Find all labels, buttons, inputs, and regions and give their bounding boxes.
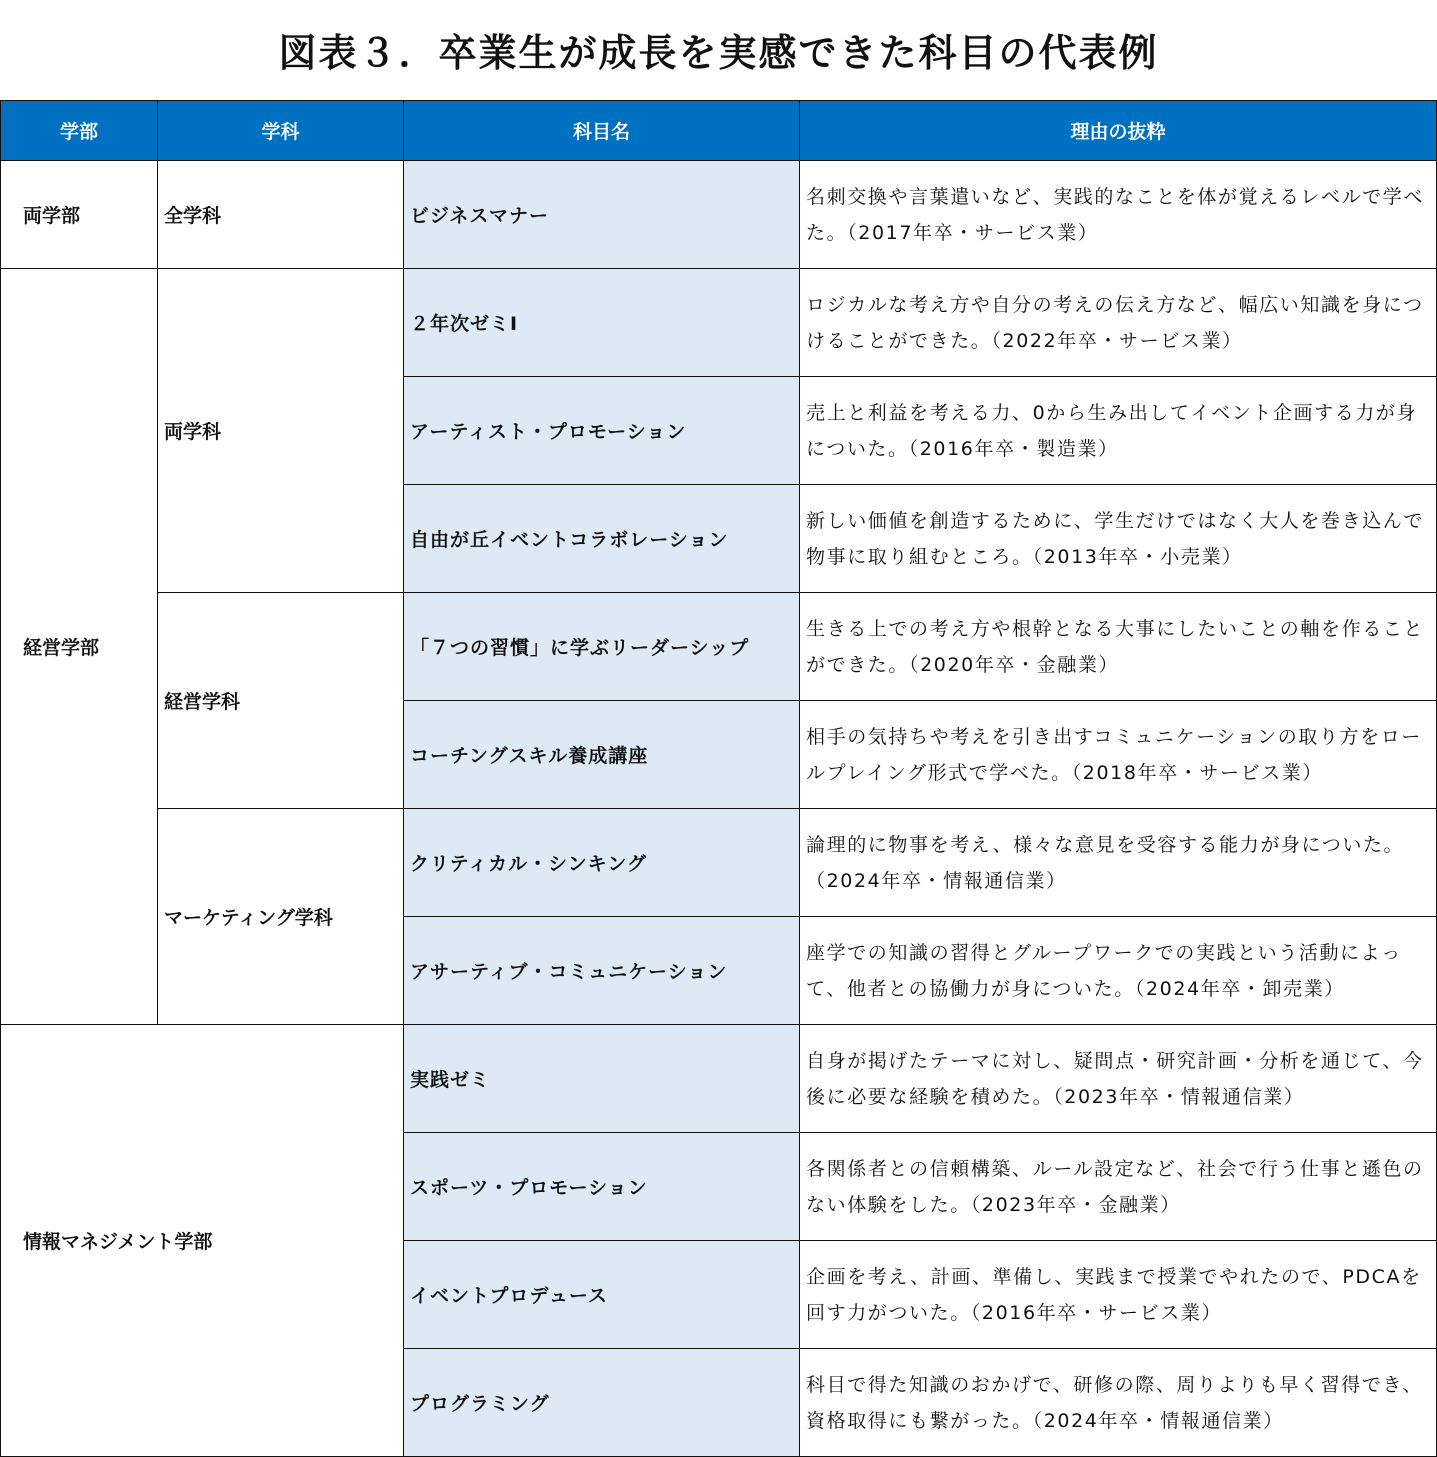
subject-cell: ２年次ゼミⅠ <box>404 269 800 377</box>
subject-cell: アサーティブ・コミュニケーション <box>404 917 800 1025</box>
header-row <box>1 101 1437 161</box>
reason-cell: 売上と利益を考える力、0から生み出してイベント企画する力が身についた。（2016年卒・製造業） <box>800 377 1437 485</box>
header-reason: 理由の抜粋 <box>800 101 1437 161</box>
department-cell: 経営学科 <box>158 593 404 809</box>
department-cell: 両学科 <box>158 269 404 593</box>
reason-cell: 自身が掲げたテーマに対し、疑問点・研究計画・分析を通じて、今後に必要な経験を積めた。（2023年卒・情報通信業） <box>800 1025 1437 1133</box>
subject-cell: スポーツ・プロモーション <box>404 1133 800 1241</box>
reason-cell: ロジカルな考え方や自分の考えの伝え方など、幅広い知識を身につけることができた。（2022年卒・サービス業） <box>800 269 1437 377</box>
subject-cell: ビジネスマナー <box>404 161 800 269</box>
reason-cell: 新しい価値を創造するために、学生だけではなく大人を巻き込んで物事に取り組むところ。（2013年卒・小売業） <box>800 485 1437 593</box>
table-row <box>1 809 1437 917</box>
subject-cell: コーチングスキル養成講座 <box>404 701 800 809</box>
table-row <box>1 1025 1437 1133</box>
subject-cell: プログラミング <box>404 1349 800 1457</box>
subject-cell: 「７つの習慣」に学ぶリーダーシップ <box>404 593 800 701</box>
table-row <box>1 593 1437 701</box>
reason-cell: 座学での知識の習得とグループワークでの実践という活動によって、他者との協働力が身についた。（2024年卒・卸売業） <box>800 917 1437 1025</box>
reason-cell: 科目で得た知識のおかげで、研修の際、周りよりも早く習得でき、資格取得にも繋がった。（2024年卒・情報通信業） <box>800 1349 1437 1457</box>
subjects-table <box>0 100 1437 1457</box>
department-cell: 全学科 <box>158 161 404 269</box>
subject-cell: 実践ゼミ <box>404 1025 800 1133</box>
header-department: 学科 <box>158 101 404 161</box>
reason-cell: 相手の気持ちや考えを引き出すコミュニケーションの取り方をロールプレイング形式で学べた。（2018年卒・サービス業） <box>800 701 1437 809</box>
subject-cell: イベントプロデュース <box>404 1241 800 1349</box>
reason-cell: 論理的に物事を考え、様々な意見を受容する能力が身についた。（2024年卒・情報通信業） <box>800 809 1437 917</box>
reason-cell: 名刺交換や言葉遣いなど、実践的なことを体が覚えるレベルで学べた。（2017年卒・サービス業） <box>800 161 1437 269</box>
table-row <box>1 269 1437 377</box>
reason-cell: 生きる上での考え方や根幹となる大事にしたいことの軸を作ることができた。（2020年卒・金融業） <box>800 593 1437 701</box>
department-cell: マーケティング学科 <box>158 809 404 1025</box>
subject-cell: アーティスト・プロモーション <box>404 377 800 485</box>
table-title: 図表３．卒業生が成長を実感できた科目の代表例 <box>278 31 1159 75</box>
faculty-cell: 両学部 <box>1 161 158 269</box>
subject-cell: 自由が丘イベントコラボレーション <box>404 485 800 593</box>
header-subject: 科目名 <box>404 101 800 161</box>
reason-cell: 各関係者との信頼構築、ルール設定など、社会で行う仕事と遜色のない体験をした。（2023年卒・金融業） <box>800 1133 1437 1241</box>
table-row <box>1 161 1437 269</box>
header-faculty: 学部 <box>1 101 158 161</box>
faculty-cell: 情報マネジメント学部 <box>1 1025 404 1457</box>
reason-cell: 企画を考え、計画、準備し、実践まで授業でやれたので、PDCAを回す力がついた。（2016年卒・サービス業） <box>800 1241 1437 1349</box>
faculty-cell: 経営学部 <box>1 269 158 1025</box>
subject-cell: クリティカル・シンキング <box>404 809 800 917</box>
